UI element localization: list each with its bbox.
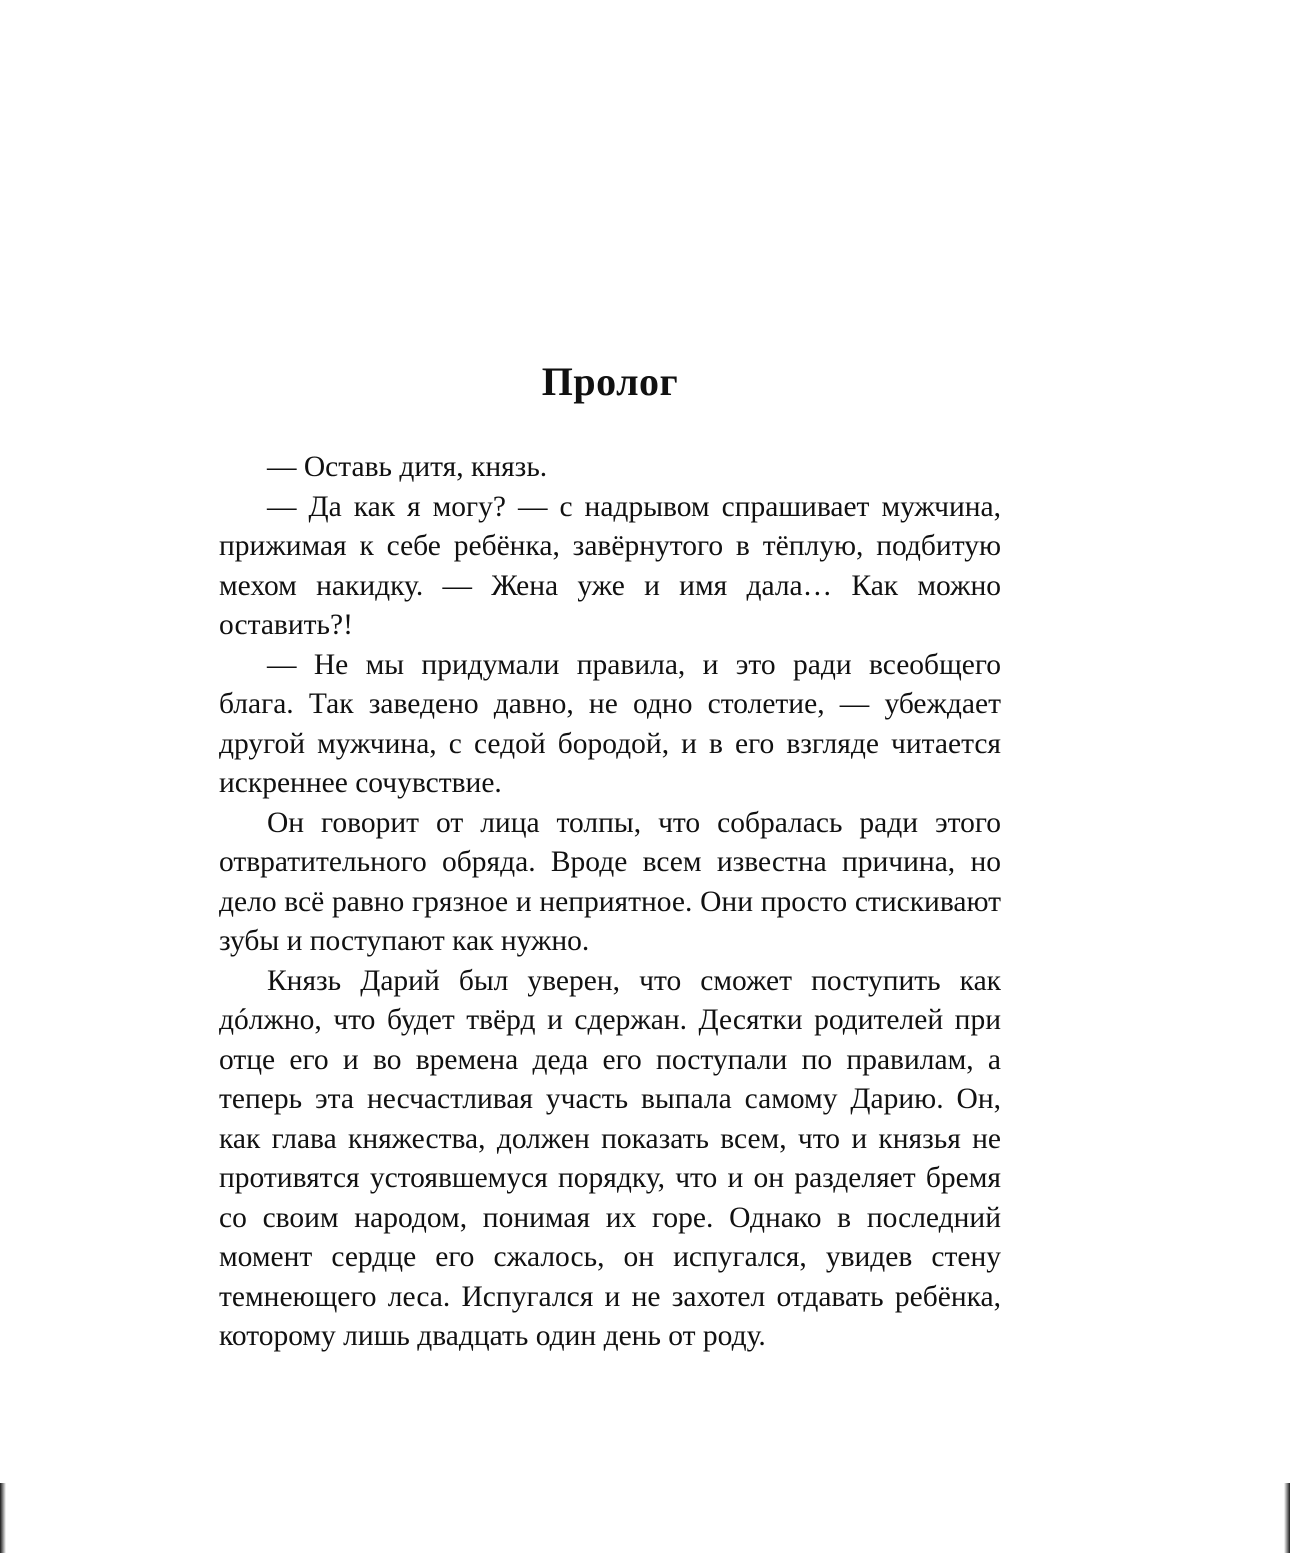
paragraph-4: Он говорит от лица толпы, что собралась ради этого отвратительного обряда. Вроде всем известна причина, но дело всё равно грязное и неприятное. Они просто стискивают зубы и поступают как нужно. <box>219 806 1001 957</box>
paragraph-2: — Да как я могу? — с надрывом спрашивает мужчина, прижимая к себе ребёнка, завёрнутого в тёплую, подбитую мехом накидку. — Жена уже и имя дала… Как можно оставить?! <box>219 490 1001 641</box>
chapter-body <box>219 448 1001 1357</box>
chapter-title: Пролог <box>541 359 679 404</box>
paragraph-3: — Не мы придумали правила, и это ради всеобщего блага. Так заведено давно, не одно столетие, — убеждает другой мужчина, с седой бородой, и в его взгляде читается искреннее сочувствие. <box>219 648 1001 799</box>
paragraph-1: — Оставь дитя, князь. <box>267 451 548 483</box>
scan-edge-right <box>1284 1483 1290 1553</box>
scan-edge-left <box>0 1483 6 1553</box>
paragraph-5: Князь Дарий был уверен, что сможет поступить как дóлжно, что будет твёрд и сдержан. Десятки родителей при отце его и во времена деда его поступали по правилам, а теперь эта несчастливая участь выпала самому Дарию. Он, как глава княжества, должен показать всем, что и князья не противятся устоявшемуся порядку, что и он разделяет бремя со своим народом, понимая их горе. Однако в последний момент сердце его сжалось, он испугался, увидев стену темнеющего леса. Испугался и не захотел отдавать ребёнка, которому лишь двадцать один день от роду. <box>219 964 1001 1352</box>
